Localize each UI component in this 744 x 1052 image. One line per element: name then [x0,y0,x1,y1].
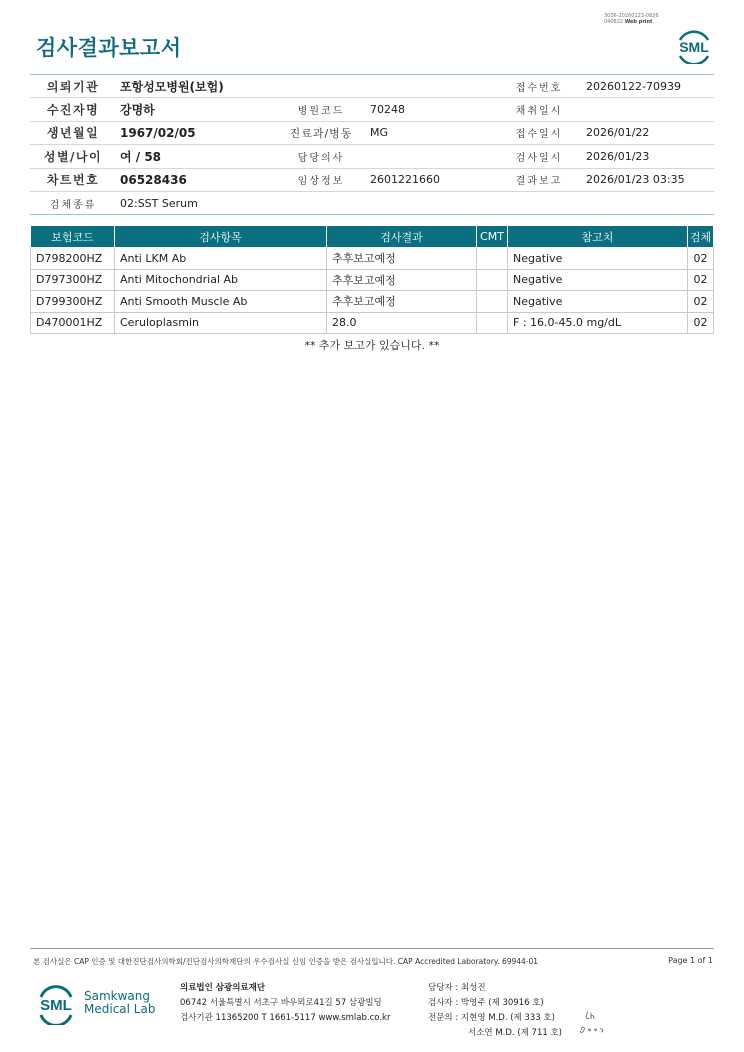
row-cmt [477,291,508,313]
test-date-value: 2026/01/23 [582,145,714,168]
row-ref: Negative [508,291,688,313]
row-spec: 02 [688,291,714,313]
dept-label: 진료과/병동 [276,121,366,144]
specimen-label: 검체종류 [30,191,116,214]
clinical-value: 2601221660 [366,168,496,191]
hospital-code-label: 병원코드 [276,98,366,121]
foundation-info [180,981,390,1026]
col-header-ref: 참고치 [508,226,688,248]
patient-value: 강명하 [116,98,276,121]
svg-text:SML: SML [40,997,72,1014]
staff-info [428,981,562,1041]
patient-info-table [30,74,714,215]
report-date-value: 2026/01/23 03:35 [582,168,714,191]
brand-name [84,990,155,1016]
row-item: Anti Mitochondrial Ab [115,269,327,291]
request-org-value: 포항성모병원(보험) [116,75,496,98]
print-code [604,13,659,25]
col-header-result: 검사결과 [327,226,477,248]
row-ref: Negative [508,269,688,291]
row-code: D799300HZ [31,291,115,313]
staff-specialist1: 전문의 : 지현영 M.D. (제 333 호) [428,1013,555,1023]
birth-value: 1967/02/05 [116,121,276,144]
col-header-code: 보험코드 [31,226,115,248]
staff-tester: 검사자 : 박영주 (제 30916 호) [428,998,544,1008]
staff-manager: 담당자 : 최성진 [428,983,486,993]
print-code-line1: 3036-20260123-0826 [604,13,659,19]
signature-icon [578,1008,608,1038]
sml-logo-icon [36,981,76,1025]
row-spec: 02 [688,312,714,334]
foundation-address: 06742 서울특별시 서초구 바우뫼로41길 57 삼광빌딩 [180,998,382,1008]
report-date-label: 결과보고 [496,168,582,191]
row-item: Anti LKM Ab [115,248,327,270]
chart-no-value: 06528436 [116,168,276,191]
col-header-cmt: CMT [477,226,508,248]
col-header-item: 검사항목 [115,226,327,248]
collect-date-value [582,98,714,121]
receipt-date-label: 접수일시 [496,121,582,144]
chart-no-label: 차트번호 [30,168,116,191]
foundation-name: 의료법인 삼광의료재단 [180,983,266,993]
brand-line2: Medical Lab [84,1002,156,1016]
row-code: D798200HZ [31,248,115,270]
row-spec: 02 [688,248,714,270]
staff-specialist2: 서소연 M.D. (제 711 호) [468,1028,563,1038]
clinical-label: 임상정보 [276,168,366,191]
row-cmt [477,312,508,334]
additional-report-note: ** 추가 보고가 있습니다. ** [304,339,440,352]
cap-accreditation-text: 본 검사실은 CAP 인증 및 대한진단검사의학회/진단검사의학재단의 우수검사실 신임 인증을 받은 검사실입니다. CAP Accredited Laboratory. 69944-01 [33,957,539,966]
row-item: Anti Smooth Muscle Ab [115,291,327,313]
table-row [31,291,714,313]
receipt-no-value: 20260122-70939 [582,75,714,98]
row-cmt [477,248,508,270]
row-code: D470001HZ [31,312,115,334]
sex-age-value: 여 / 58 [116,145,276,168]
table-row [31,248,714,270]
doctor-label: 담당의사 [276,145,366,168]
receipt-date-value: 2026/01/22 [582,121,714,144]
row-result: 추후보고예정 [327,269,477,291]
row-cmt [477,269,508,291]
row-ref: F : 16.0-45.0 mg/dL [508,312,688,334]
report-title: 검사결과보고서 [36,36,182,60]
row-ref: Negative [508,248,688,270]
foundation-contact: 검사기관 11365200 T 1661-5117 www.smlab.co.kr [180,1013,391,1023]
specimen-value: 02:SST Serum [116,191,714,214]
footer-divider [30,948,714,949]
svg-text:SML: SML [679,39,709,55]
sml-logo-icon [674,26,714,64]
table-row [31,312,714,334]
request-org-label: 의뢰기관 [30,75,116,98]
test-date-label: 검사일시 [496,145,582,168]
brand-line1: Samkwang [84,989,150,1003]
web-print-label: Web print [624,19,653,25]
row-code: D797300HZ [31,269,115,291]
receipt-no-label: 접수번호 [496,75,582,98]
results-table [30,225,714,334]
dept-value: MG [366,121,496,144]
col-header-spec: 검체 [688,226,714,248]
table-row [31,269,714,291]
row-result: 추후보고예정 [327,291,477,313]
patient-label: 수진자명 [30,98,116,121]
sex-age-label: 성별/나이 [30,145,116,168]
hospital-code-value: 70248 [366,98,496,121]
row-item: Ceruloplasmin [115,312,327,334]
collect-date-label: 채취일시 [496,98,582,121]
row-spec: 02 [688,269,714,291]
birth-label: 생년월일 [30,121,116,144]
page-number: Page 1 of 1 [668,956,713,965]
row-result: 추후보고예정 [327,248,477,270]
doctor-value [366,145,496,168]
print-code-prefix: 040822 [604,19,624,25]
row-result: 28.0 [327,312,477,334]
